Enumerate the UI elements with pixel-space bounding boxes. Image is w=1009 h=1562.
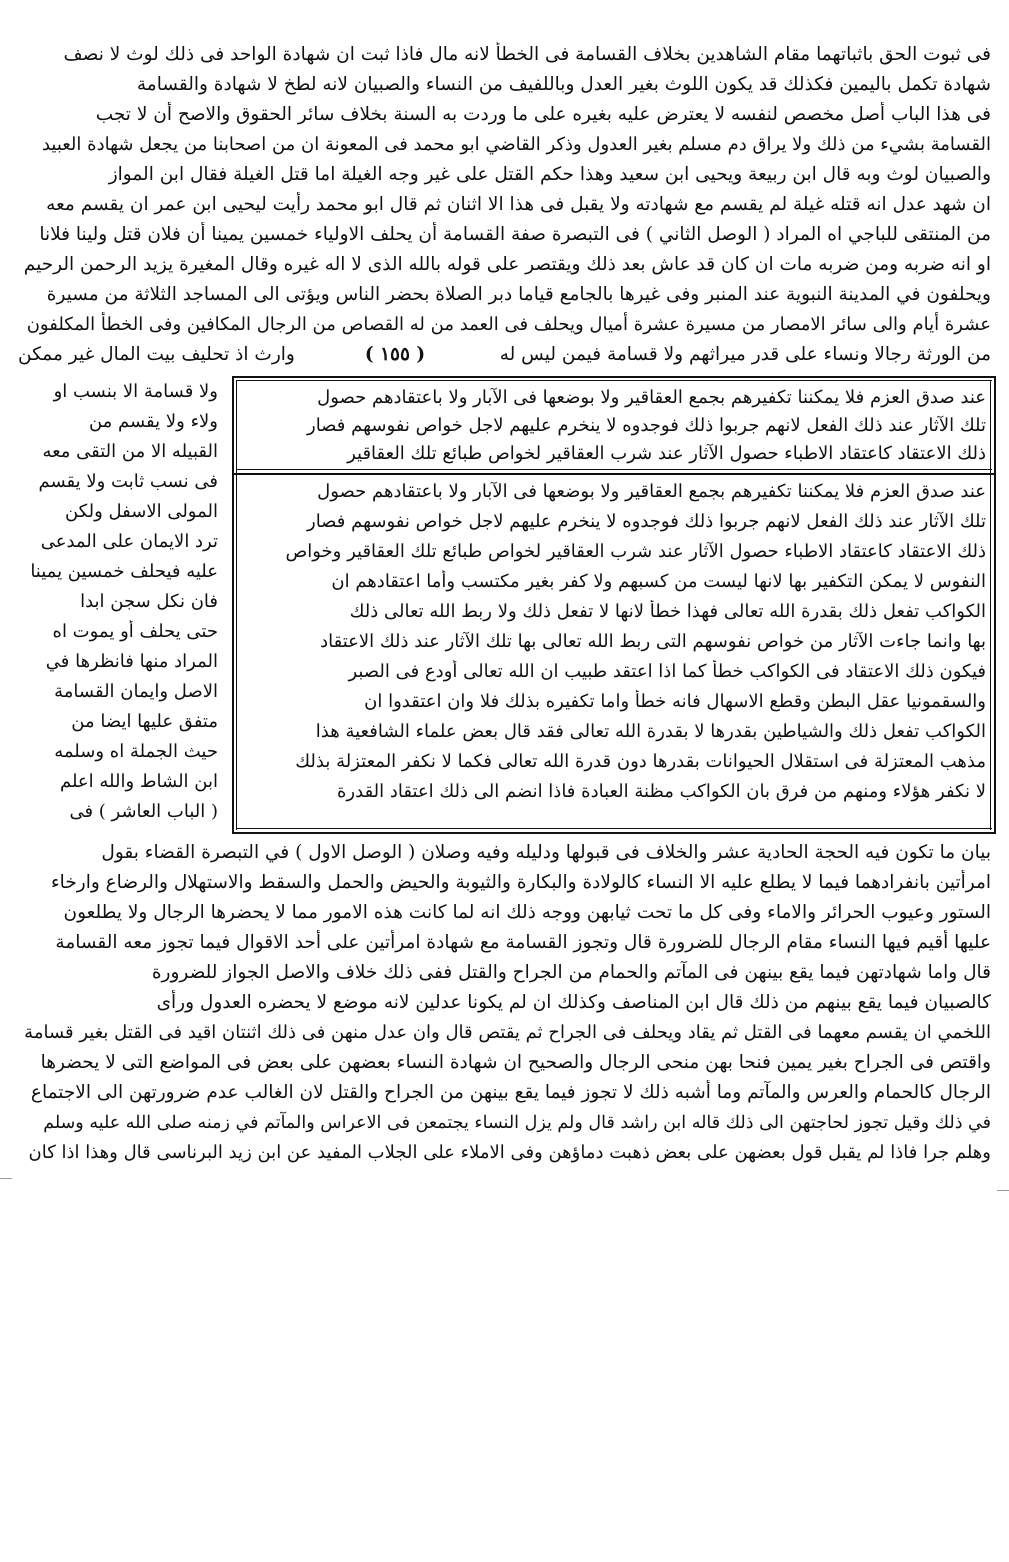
box-left-border-inner — [236, 380, 237, 830]
text-line: من الورثة رجالا ونساء على قدر ميراثهم ولا قسامة فيمن ليس له — [499, 344, 991, 365]
text-line: فى هذا الباب أصل مخصص لنفسه لا يعترض عليه بغيره على ما وردت به السنة بخلاف سائر الحقوق والاصح أن لا تجب — [95, 104, 991, 125]
text-line: امرأتين بانفرادهما فيما لا يطلع عليه الا النساء كالولادة والبكارة والثيوبة والحيض والحمل والسقط والاستهلال والرضاع وارخاء — [50, 872, 991, 893]
box-top-border — [232, 376, 996, 378]
box-top-border-inner — [236, 380, 992, 381]
side-line: القبيله الا من التقى معه — [42, 441, 218, 462]
side-line: متفق عليها ايضا من — [71, 711, 218, 732]
box-line: بها وانما جاءت الآثار من خواص نفوسهم التى ربط الله تعالى بها تلك الآثار عند ذلك الاعتقاد — [320, 631, 986, 652]
text-line: القسامة بشيء من ذلك ولا يراق دم مسلم بغير العدول وذكر القاضي ابو محمد فى المعونة ان من اصحابنا من يجعل شهادة العبيد — [41, 134, 991, 155]
box-right-border-inner — [990, 380, 991, 830]
text-line: الرجال كالحمام والعرس والمآتم وما أشبه ذلك لا تجوز فيما يقع بينهن من الجراح والقتل لان الغالب عدم ضرورتهن الى الاجتماع — [30, 1082, 991, 1103]
side-line: حتى يحلف أو يموت اه — [52, 621, 218, 642]
box-right-border — [994, 376, 996, 834]
text-line: عليها أقيم فيها النساء مقام الرجال للضرورة قال وتجوز القسامة مع شهادة امرأتين على أحد الاقوال فيما تجوز معه القسامة — [55, 932, 991, 953]
side-line: فى نسب ثابت ولا يقسم — [38, 471, 218, 492]
box-left-border — [232, 376, 234, 834]
text-line: من المنتقى للباجي اه المراد ( الوصل الثاني ) فى التبصرة صفة القسامة أن يحلف الاولياء خمسين يمينا أن فلان قتل ولينا فلانا — [39, 224, 991, 245]
text-line: او انه ضربه ومن ضربه مات ان كان قد عاش بعد ذلك ويقتصر على قوله بالله الذى لا اله غيره وقال المغيرة يزيد الرحمن الرحيم — [23, 254, 991, 275]
text-line: ان شهد عدل انه قتله غيلة لم يقسم مع شهادته ولا يقبل فى هذا الا اثنان ثم قال ابو محمد رأيت ليحيى ابن عمر ان يقسم معه — [46, 194, 991, 215]
side-line: فان نكل سجن ابدا — [80, 591, 218, 612]
side-line: المراد منها فانظرها في — [45, 651, 218, 672]
text-line: اللخمي ان يقسم معهما فى القتل ثم يقاد ويحلف فى الجراح ثم يقتص قال وان عدل منهن فى ذلك اثنتان اقيد فى القتل بغير قسامة — [24, 1022, 991, 1043]
text-line: وارث اذ تحليف بيت المال غير ممكن — [18, 344, 295, 365]
text-line: كالصبيان فيما يقع بينهم من ذلك قال ابن المناصف وكذلك ان لم يكونا عدلين لانه موضع لا يحضره العدول ورأى — [156, 992, 991, 1013]
box-divider — [232, 473, 996, 475]
side-line: ترد الايمان على المدعى — [40, 531, 218, 552]
box-line: فيكون ذلك الاعتقاد فى الكواكب خطأ كما اذا اعتقد طبيب ان الله تعالى أودع فى الصبر — [348, 661, 986, 682]
box-line: الكواكب تفعل ذلك والشياطين بقدرها لا بقدرة الله تعالى فقد قال بعض علماء الشافعية هذا — [315, 721, 986, 742]
box-line: عند صدق العزم فلا يمكننا تكفيرهم بجمع العقاقير ولا بوضعها فى الآبار ولا باعتقادهم حصول — [317, 481, 986, 502]
box-line: لا نكفر هؤلاء ومنهم من فرق بان الكواكب مظنة العبادة فاذا انضم الى ذلك اعتقاد القدرة — [337, 781, 986, 802]
text-line: في ذلك وقيل تجوز لحاجتهن الى ذلك قاله ابن راشد قال ولم يزل النساء يجتمعن فى الاعراس والمآتم في زمنه صلى الله عليه وسلم — [43, 1113, 991, 1133]
side-line: ( الباب العاشر ) فى — [69, 801, 218, 822]
box-line: تلك الآثار عند ذلك الفعل لانهم جربوا ذلك فوجدوه لا ينخرم عليهم لاجل خواص نفوسهم فصار — [307, 511, 986, 532]
text-line: وهلم جرا فاذا لم يقبل قول بعضهن على بعض ذهبت دماؤهن وفى الاملاء على الجلاب المفيد عن ابن زيد البرناسى قال وهذا اذا كان — [28, 1142, 991, 1163]
side-line: ولا قسامة الا بنسب او — [53, 381, 218, 402]
side-line: ولاء ولا يقسم من — [88, 411, 218, 432]
side-line: حيث الجملة اه وسلمه — [54, 741, 218, 762]
scan-margin-mark — [997, 1190, 1009, 1191]
text-line: واقتص فى الجراح بغير يمين فنحا بهن منحى الرجال والصحيح ان شهادة النساء بعضهن على بعض فى المواضع التى لا يحضرها — [40, 1052, 991, 1073]
side-line: الاصل وايمان القسامة — [54, 681, 218, 702]
box-line: النفوس لا يمكن التكفير بها لانها ليست من كسبهم ولا كفر بغير مكتسب وأما اعتقادهم ان — [331, 571, 986, 592]
text-line: ويحلفون في المدينة النبوية عند المنبر وفى غيرها بالجامع قياما دبر الصلاة بحضر الناس ويؤتى الى المساجد الثلاثة من مسيرة — [46, 284, 991, 305]
box-line: تلك الآثار عند ذلك الفعل لانهم جربوا ذلك فوجدوه لا ينخرم عليهم لاجل خواص نفوسهم فصار — [307, 415, 986, 436]
box-line: مذهب المعتزلة فى استقلال الحيوانات بقدرها دون قدرة الله تعالى فكما لا نكفر المعتزلة بذلك — [295, 751, 986, 772]
text-line: قال واما شهادتهن فيما يقع بينهن فى المآتم والحمام من الجراح والقتل ففى ذلك خلاف والاصل الجواز للضرورة — [151, 962, 991, 983]
box-line: ذلك الاعتقاد كاعتقاد الاطباء حصول الآثار عند شرب العقاقير لخواص طبائع تلك العقاقير — [347, 443, 986, 464]
text-line: بيان ما تكون فيه الحجة الحادية عشر والخلاف فى قبولها ودليله وفيه وصلان ( الوصل الاول ) في التبصرة القضاء بقول — [101, 842, 991, 863]
side-line: المولى الاسفل ولكن — [64, 501, 218, 522]
box-line: والسقمونيا عقل البطن وقطع الاسهال فانه خطأ واما تكفيره بذلك فلا وان اعتقدوا ان — [364, 691, 986, 712]
page-number: ( ١٥٥ ) — [364, 344, 426, 365]
text-line: شهادة تكمل باليمين فكذلك قد يكون اللوث بغير العدل وباللفيف من النساء والصبيان لانه لطخ لا شهادة والقسامة — [136, 74, 991, 95]
text-line: والصبيان لوث وبه قال ابن ربيعة ويحيى ابن سعيد وهذا حكم القتل على غير وجه الغيلة اما قتل الغيلة فقال ابن المواز — [108, 164, 991, 185]
text-line: عشرة أيام والى سائر الامصار من مسيرة عشرة أميال ويحلف فى العمد من له القصاص من الرجال المكافين وفى الخطأ المكلفون — [26, 314, 991, 335]
scan-margin-mark — [0, 1178, 12, 1179]
box-bottom-border-inner — [236, 828, 992, 829]
side-line: عليه فيحلف خمسين يمينا — [30, 561, 218, 582]
box-line: الكواكب تفعل ذلك بقدرة الله تعالى فهذا خطأ لانها لا تفعل ذلك ولا ربط الله تعالى ذلك — [349, 601, 986, 622]
side-line: ابن الشاط والله اعلم — [59, 771, 218, 792]
box-line: ذلك الاعتقاد كاعتقاد الاطباء حصول الآثار عند شرب العقاقير لخواص طبائع تلك العقاقير وخواص — [285, 541, 986, 562]
box-line: عند صدق العزم فلا يمكننا تكفيرهم بجمع العقاقير ولا بوضعها فى الآبار ولا باعتقادهم حصول — [317, 387, 986, 408]
box-bottom-border — [232, 832, 996, 834]
text-line: الستور وعيوب الحرائر والاماء وفى كل ما تحت ثيابهن ووجه ذلك انه لما كانت هذه الامور مما لا يحضرها الرجال ولا يطلعون — [63, 902, 991, 923]
text-line: فى ثبوت الحق باثباتهما مقام الشاهدين بخلاف القسامة فى الخطأ لانه مال فاذا ثبت ان شهادة الواحد فى ذلك لوث لا نصف — [63, 44, 991, 65]
